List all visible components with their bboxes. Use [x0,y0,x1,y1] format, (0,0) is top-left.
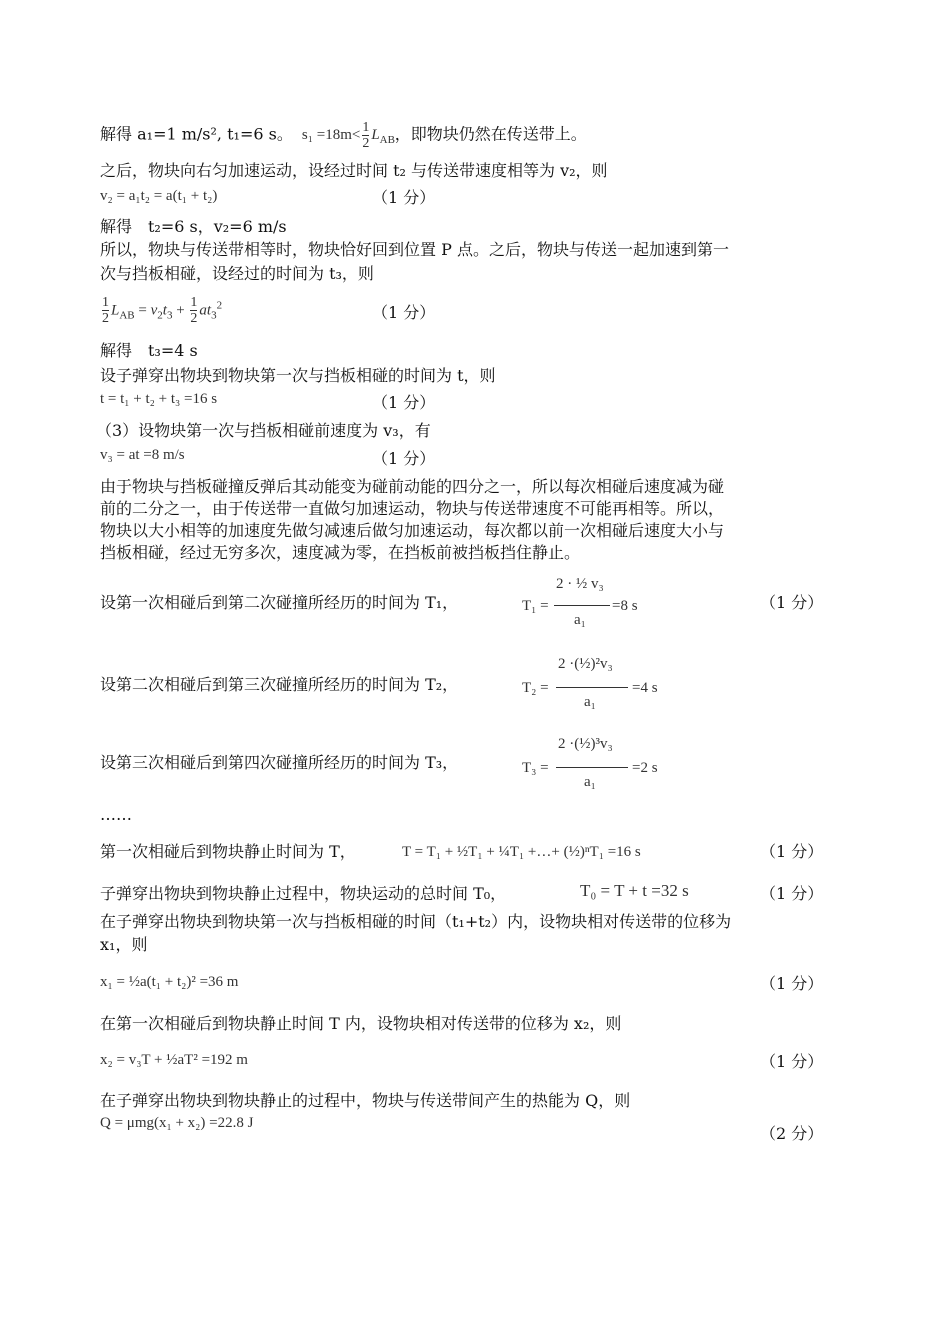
t1-equation: T₁ = 2 · ½ v₃ a₁ =8 s [522,576,638,628]
x2-equation: x₂ = v₃T + ½aT² =192 m [100,1052,248,1068]
paragraph-line-4: 挡板相碰，经过无穷多次，速度减为零，在挡板前被挡板挡住静止。 [100,543,581,562]
solve-label: 解得 [100,124,133,144]
x1-equation: x₁ = ½a(t₁ + t₂)² =36 m [100,974,239,990]
heat-equation: Q = μmg(x₁ + x₂) =22.8 J [100,1115,254,1131]
t1-line: 设第一次相碰后到第二次碰撞所经历的时间为 T₁， [100,593,459,612]
total-time-line: 第一次相碰后到物块静止时间为 T， [100,842,356,861]
s1-inequality: s₁ =18m< [301,127,361,144]
solution-line-1: 解得 a₁=1 m/s², t₁=6 s。 s₁ =18m< $\frac{1}{2}$ $L_{AB}$ ，即物块仍然在传送带上。 [100,120,587,151]
score-10: （2 分） [760,1124,824,1143]
equation-v3: v₃ = at =8 m/s [100,447,185,463]
score-8: （1 分） [760,974,824,993]
t3-equation: T₃ = 2 ·(½)³v₃ a₁ =2 s [522,736,658,790]
result-a1-t1: a₁=1 m/s², t₁=6 s。 [137,124,293,144]
half-num: 1 [362,120,370,135]
score-9: （1 分） [760,1052,824,1071]
solution-line-8: 解得 t₃=4 s [100,341,198,360]
paragraph-line-1: 由于物块与挡板碰撞反弹后其动能变为碰前动能的四分之一，所以每次相碰后速度减为碰 [100,477,725,496]
on-belt-note: ，即物块仍然在传送带上。 [394,124,587,144]
equation-t: t = t₁ + t₂ + t₃ =16 s [100,391,218,407]
score-3: （1 分） [372,393,436,412]
solution-line-2: 之后，物块向右匀加速运动，设经过时间 t₂ 与传送带速度相等为 v₂，则 [100,161,608,180]
solution-line-6: 次与挡板相碰，设经过的时间为 t₃，则 [100,264,374,283]
t3-line: 设第三次相碰后到第四次碰撞所经历的时间为 T₃， [100,753,459,772]
solution-line-4: 解得 t₂=6 s，v₂=6 m/s [100,217,287,236]
t0-equation: T₀ = T + t =32 s [580,881,689,900]
t2-equation: T₂ = 2 ·(½)²v₃ a₁ =4 s [522,656,658,710]
equation-v2: v₂ = a₁t₂ = a(t₁ + t₂) [100,188,218,204]
equation-t3: $\frac{1}{2}$ $L_{AB} = v_2t_3$ + $\frac{1}{2}$ $at_3^2$ [102,295,223,326]
solution-line-5: 所以，物块与传送带相等时，物块恰好回到位置 P 点。之后，物块与传送一起加速到第一 [100,240,729,259]
part-3-line: （3）设物块第一次与挡板相碰前速度为 v₃，有 [96,421,431,440]
x1-line-b: x₁，则 [100,935,148,954]
score-4: （1 分） [372,449,436,468]
score-1: （1 分） [372,188,436,207]
total-time-equation: T = T₁ + ½T₁ + ¼T₁ +…+ (½)ⁿT₁ =16 s [402,844,641,860]
x2-line: 在第一次相碰后到物块静止时间 T 内，设物块相对传送带的位移为 x₂，则 [100,1014,622,1033]
score-7: （1 分） [760,884,824,903]
score-6: （1 分） [760,842,824,861]
t0-line: 子弹穿出物块到物块静止过程中，物块运动的总时间 T₀， [100,884,507,903]
score-2: （1 分） [372,303,436,322]
t2-line: 设第二次相碰后到第三次碰撞所经历的时间为 T₂， [100,675,459,694]
paragraph-line-2: 前的二分之一，由于传送带一直做匀加速运动，物块与传送带速度不可能再相等。所以， [100,499,725,518]
half-den: 2 [362,136,370,151]
heat-line: 在子弹穿出物块到物块静止的过程中，物块与传送带间产生的热能为 Q，则 [100,1091,631,1110]
l-ab: L [371,127,380,144]
paragraph-line-3: 物块以大小相等的加速度先做匀减速后做匀加速运动，每次都以前一次相碰后速度大小与 [100,521,725,540]
x1-line-a: 在子弹穿出物块到物块第一次与挡板相碰的时间（t₁+t₂）内，设物块相对传送带的位移为 [100,912,732,931]
score-5: （1 分） [760,593,824,612]
solution-line-9: 设子弹穿出物块到物块第一次与挡板相碰的时间为 t，则 [100,366,496,385]
ellipsis: …… [100,805,132,824]
